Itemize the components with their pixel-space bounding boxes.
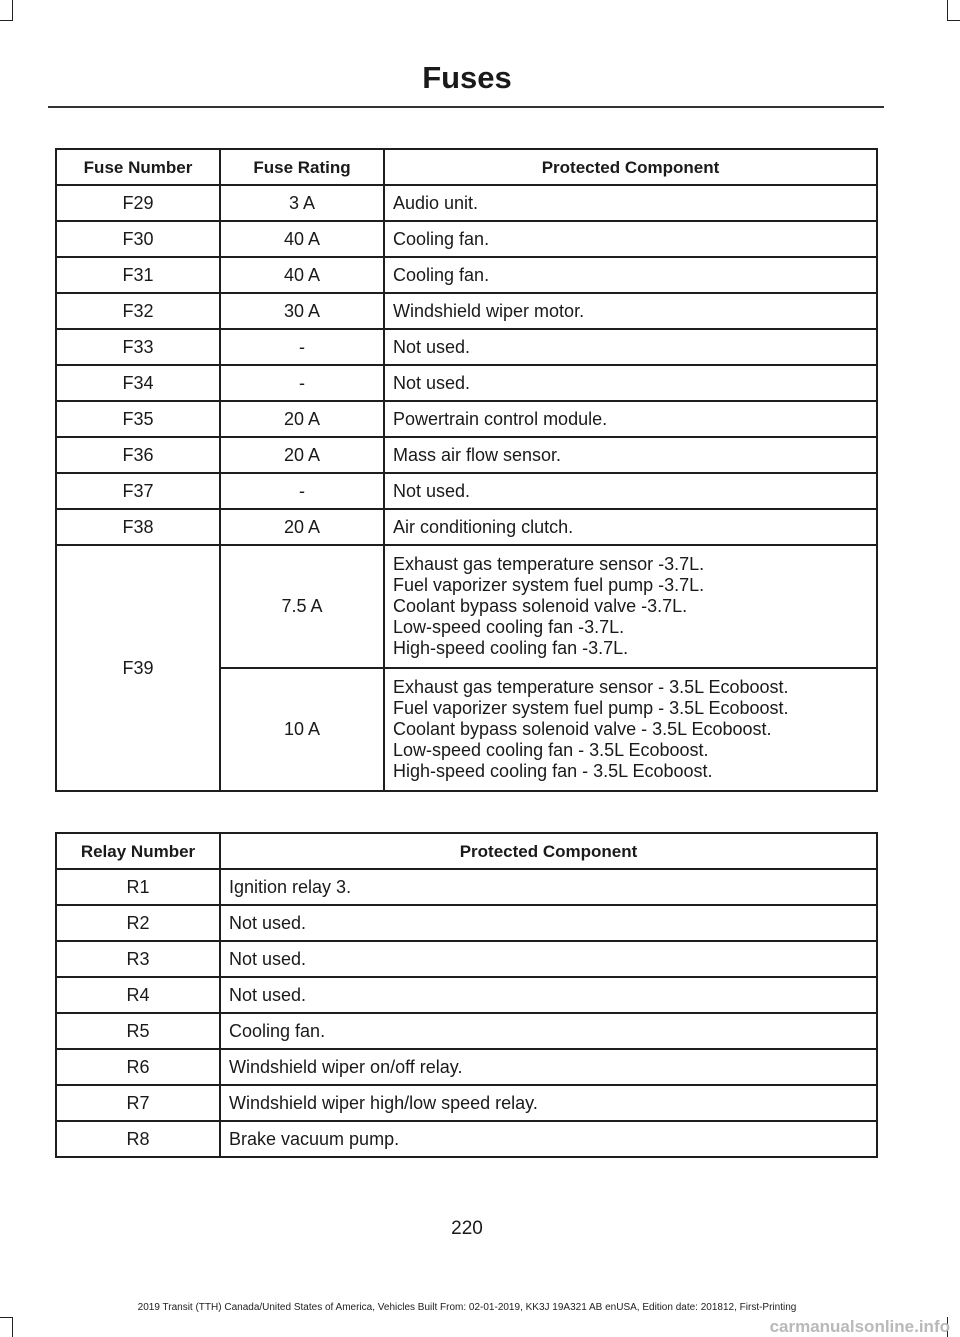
fuse-rating: 40 A: [220, 257, 384, 293]
table-row: [56, 509, 877, 545]
fuse-rating: -: [220, 365, 384, 401]
protected-component: Audio unit.: [384, 185, 877, 221]
fuse-number: F35: [56, 401, 220, 437]
header-rule: [48, 106, 884, 108]
crop-mark-top-left-h: [0, 20, 13, 21]
protected-component: Low-speed cooling fan - 3.5L Ecoboost.: [393, 740, 709, 760]
protected-component: Mass air flow sensor.: [384, 437, 877, 473]
table-row: [56, 221, 877, 257]
protected-component: Powertrain control module.: [384, 401, 877, 437]
protected-component: Fuel vaporizer system fuel pump -3.7L.: [393, 575, 705, 595]
relay-table-header-row: [56, 833, 877, 869]
fuse-rating: 20 A: [220, 509, 384, 545]
relay-number: R3: [56, 941, 220, 977]
table-row: [56, 473, 877, 509]
protected-component: Windshield wiper motor.: [384, 293, 877, 329]
protected-component: Brake vacuum pump.: [220, 1121, 877, 1157]
table-row: [56, 1049, 877, 1085]
relay-number: R6: [56, 1049, 220, 1085]
protected-component: Air conditioning clutch.: [384, 509, 877, 545]
fuse-number: F31: [56, 257, 220, 293]
column-header-fuse-number: Fuse Number: [56, 149, 220, 185]
protected-component: Not used.: [384, 329, 877, 365]
relay-number: R1: [56, 869, 220, 905]
fuse-number: F36: [56, 437, 220, 473]
protected-component: Windshield wiper on/off relay.: [220, 1049, 877, 1085]
fuse-number: F30: [56, 221, 220, 257]
relay-table: [55, 832, 878, 1158]
protected-component: Coolant bypass solenoid valve -3.7L.: [393, 596, 688, 616]
table-row: [56, 1013, 877, 1049]
column-header-protected-component: Protected Component: [220, 833, 877, 869]
relay-number: R4: [56, 977, 220, 1013]
protected-component: High-speed cooling fan - 3.5L Ecoboost.: [393, 761, 713, 781]
protected-component: Exhaust gas temperature sensor - 3.5L Ecoboost.: [393, 677, 789, 697]
fuse-rating: -: [220, 473, 384, 509]
column-header-fuse-rating: Fuse Rating: [220, 149, 384, 185]
fuse-rating: 20 A: [220, 437, 384, 473]
table-row: [56, 1121, 877, 1157]
relay-number: R2: [56, 905, 220, 941]
table-row: [56, 941, 877, 977]
protected-component: High-speed cooling fan -3.7L.: [393, 638, 629, 658]
protected-component: Low-speed cooling fan -3.7L.: [393, 617, 625, 637]
relay-number: R8: [56, 1121, 220, 1157]
fuse-number: F34: [56, 365, 220, 401]
protected-component: Cooling fan.: [384, 257, 877, 293]
protected-component: Not used.: [220, 905, 877, 941]
fuse-table: [55, 148, 878, 792]
table-row-f39-a: [56, 545, 877, 668]
table-row: [56, 977, 877, 1013]
fuse-rating: -: [220, 329, 384, 365]
crop-mark-bottom-left-h: [0, 1317, 13, 1318]
footer-edition-info: 2019 Transit (TTH) Canada/United States of America, Vehicles Built From: 02-01-2019, KK3J 19A321 AB enUSA, Edition date: 201812, First-Printing: [137, 1302, 797, 1313]
table-row: [56, 329, 877, 365]
fuse-table-header-row: [56, 149, 877, 185]
relay-number: R7: [56, 1085, 220, 1121]
fuse-rating: 3 A: [220, 185, 384, 221]
column-header-relay-number: Relay Number: [56, 833, 220, 869]
table-row: [56, 1085, 877, 1121]
protected-component: Not used.: [384, 473, 877, 509]
table-row: [56, 365, 877, 401]
fuse-rating: 20 A: [220, 401, 384, 437]
protected-component: Cooling fan.: [220, 1013, 877, 1049]
crop-mark-bottom-left-v: [12, 1317, 13, 1337]
fuse-rating: 7.5 A: [220, 545, 384, 668]
table-row: [56, 401, 877, 437]
table-row: [56, 257, 877, 293]
column-header-protected-component: Protected Component: [384, 149, 877, 185]
protected-component: Windshield wiper high/low speed relay.: [220, 1085, 877, 1121]
protected-component: Coolant bypass solenoid valve - 3.5L Ecoboost.: [393, 719, 772, 739]
crop-mark-top-right-h: [947, 20, 960, 21]
table-row: [56, 869, 877, 905]
crop-mark-top-left-v: [12, 0, 13, 20]
page-number: 220: [451, 1218, 483, 1239]
fuse-number: F37: [56, 473, 220, 509]
fuse-number: F32: [56, 293, 220, 329]
fuse-number: F39: [56, 545, 220, 791]
fuse-number: F33: [56, 329, 220, 365]
protected-component: Not used.: [220, 977, 877, 1013]
protected-component: Exhaust gas temperature sensor -3.7L.: [393, 554, 705, 574]
table-row: [56, 437, 877, 473]
protected-component: Not used.: [220, 941, 877, 977]
table-row: [56, 185, 877, 221]
crop-mark-top-right-v: [947, 0, 948, 20]
watermark: carmanualsonline.info: [769, 1317, 950, 1336]
protected-component: Fuel vaporizer system fuel pump - 3.5L Ecoboost.: [393, 698, 789, 718]
relay-number: R5: [56, 1013, 220, 1049]
protected-component: Cooling fan.: [384, 221, 877, 257]
fuse-rating: 30 A: [220, 293, 384, 329]
fuse-number: F38: [56, 509, 220, 545]
fuse-rating: 40 A: [220, 221, 384, 257]
fuse-number: F29: [56, 185, 220, 221]
table-row: [56, 293, 877, 329]
protected-component-list: [384, 668, 877, 791]
protected-component-list: [384, 545, 877, 668]
page-title: Fuses: [422, 60, 512, 95]
protected-component: Not used.: [384, 365, 877, 401]
protected-component: Ignition relay 3.: [220, 869, 877, 905]
table-row: [56, 905, 877, 941]
fuse-rating: 10 A: [220, 668, 384, 791]
